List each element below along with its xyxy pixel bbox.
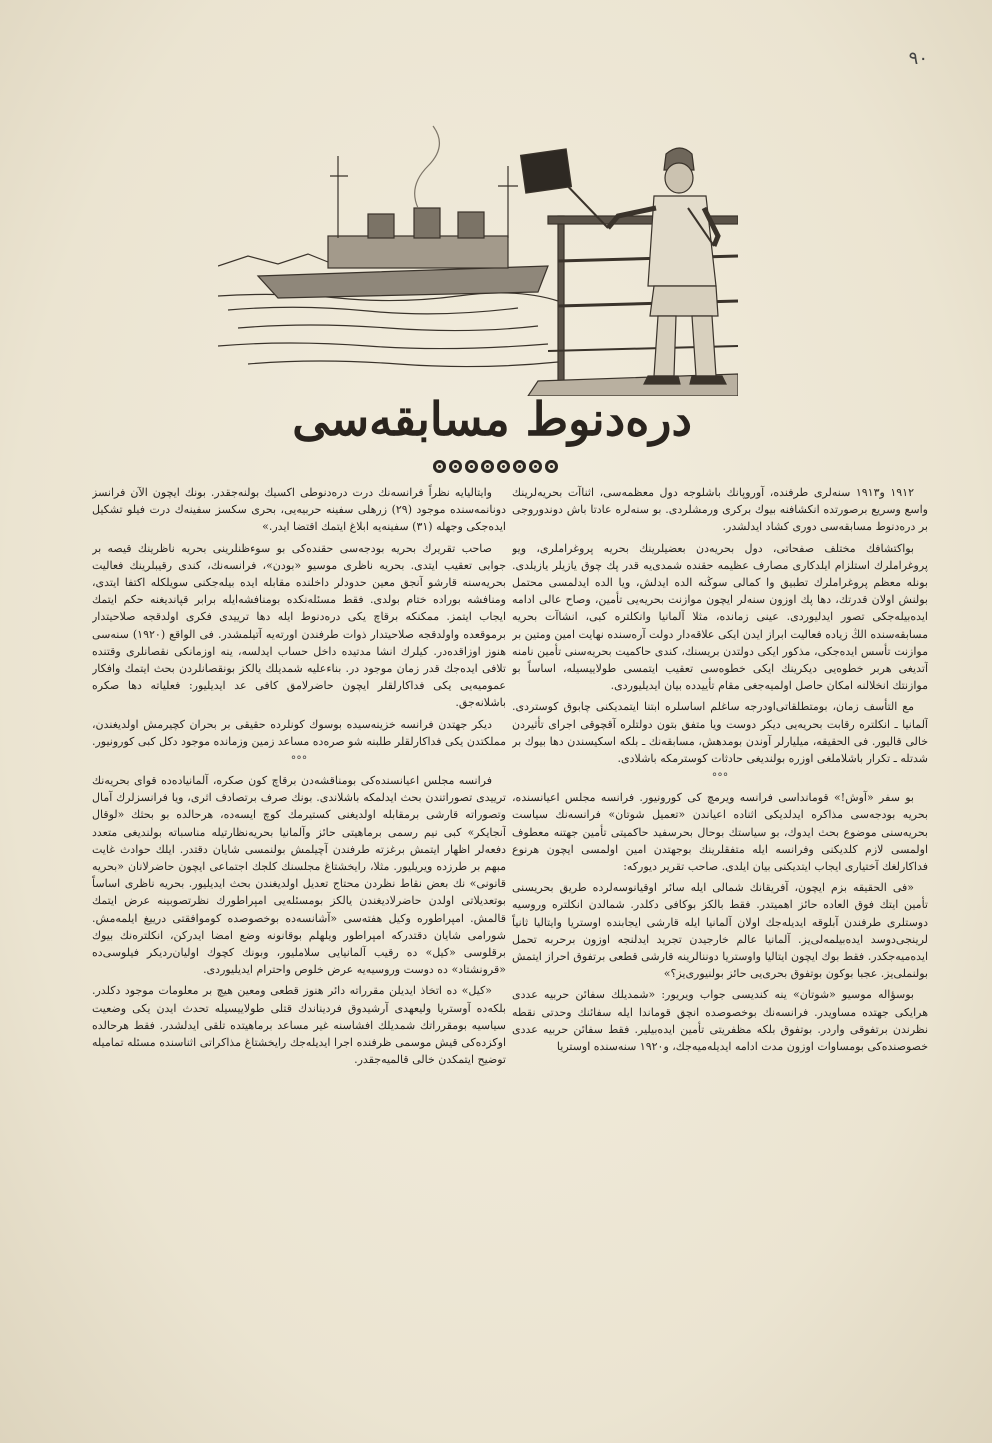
paragraph: صاحب تقریرك بحریه بودجه‌سی حقنده‌كی بو سوءظنلرینی بحریه ناظرینك قیصه بر جوابی تعقیب ایتدی. بحریه ناظری موسیو «بودن»، فرانسه‌نك، كندی رقیبلرینك فعالیت بحریه‌سنه قارشو آنجق معین حدودلر داخلنده مقابله ایده بیله‌جكنی سویلكله اكتفا ایتدی، ومنافشه بوراده ختام بولدی. فقط مسئله‌نكده بومنافشه‌ایله برابر قپاندیغنه حكم ایتمك ایجاب ایتمز. ممكنكه برقاچ یكی دره‌دنوط ایله دها ترییدی فكری اولدقجه صلاحیتدار برموقعده واولدقجه صلاحیتدار ذوات طرفندن اورته‌یه آتیلمشدر. فی الواقع (١٩٢٠) سنه‌سی هنوز اوزاقده‌در. كیلرك انشا مدتیده داخل حساب ایدلسه، ینه اوزمانكی نقصانلری وقتنده تلافی ایده‌جك قدر زمان موجود در. بناءعلیه شمدیلك یالكز بونقصانلردن بحث ایتمك وافكار عمومیه‌یی یكی فداكارلقلر ایچون حاضرلامق كافی عد ایدیلیور: فعلیاته دها صكره باشلانه‌جق. xyxy=(92,541,506,710)
right-column xyxy=(512,484,928,1364)
paragraph: بو سفر «آوش!» قوماندا‌سی فرانسه ویرمچ كی كورونیور. فرانسه مجلس اعیانسنده، بحریه بودجه‌سی مذاكره ایدلدیكی اثناده اعیاندن «تعمیل شوتان» فرانسه‌نك سیاست بحریه‌سنی موضوع بحث ایدوك، بو سیاستك بوحال بحرسفید حاكمیتی تأمین جهتنه معطوف اولمسی لازم كلدیكنی وفرانسه ایله متفقلرینك بوجهتدن امین اولمسی ایچون هرنوع فداكارلغك آختیاری ایجاب ایتدیكنی بیان ایلدی. صاحب تقریر دیوركه: xyxy=(512,791,928,874)
paragraph: بواكتشافك مختلف صفحاتی، دول بحریه‌دن بعضیلرینك بحریه پروغراملری، ویو پروغراملرك استلزام ایلدكاری مصارف عظیمه حقنده شمدی‌یه قدر پك چوق یازیلر یازیلدی. بونله معظم پروغراملرك تطبیق وا كمالی سوڭنه الده ایدلش، ویا الده ایدلمسی محتمل بولنش اولان قدرتك، دها پك اوزون سنه‌لر ایچون موازنت بحریه‌یی تأمین، وصاح عالی ادامه ایده‌بیله‌جكی تصور ایدلیوردی. عینی زمانده، مثلا آلمانیا وانكلتره كبی، انشاآت بحریه مسابقه‌سنده الڭ زیاده فعالیت ابراز ایدن ایكی علاقه‌دار دولت آره‌سنده نهایت امین ومتین بر موازنت تأسس ایده‌جكی، مذكور ایكی دولتدن بریسنك، كندی حاكمیت بحریه‌سنی تأمین نامنه آتدیغی هربر خطوه‌یی دیكرینك ایكی خطوه‌سی تعقیب ایتمسی طولاییسیله، اساساً بو موازنتك انخلالنه امكان حاصل اولمیه‌جغی مقام تأییدده بیان ایدیلیوردی. xyxy=(512,541,928,693)
paragraph: وایتالیایه نظراً فرانسه‌نك درت دره‌دنوطی اكسیك بولنه‌جقدر. بونك ایچون الآن فرانسز دونانمه‌سنده موجود (٢٩) زرهلی سفینه حربیه‌یی، بحری سكسز سفینه‌ك درت فیلو تشكیل ایده‌جكی وجهله (٣١) سفینه‌یه ابلاغ ایتمك اقتضا ایدر.» xyxy=(92,486,506,534)
ornament-dot xyxy=(465,460,478,473)
paragraph: مع التأسف زمان، بومتطلقاتی‌اودرجه ساغلم اساسلره ابتنا ایتمدیكنی چابوق كوستردی. آلمانیا ـ انكلتره رقابت بحریه‌یی دیكر دوست ویا متفق بتون دولتلره آقچوقی اجرای تأثیردن خالی قالیور. فی الحقیقه، میلیارلر آوندن بومدهش، مسابقه‌نك ـ بلكه اسكیسندن دها بیوك بر شدتله ـ تكرار باشلاملغی اوزره بولندیغی حادثات كوسترمكه باشلادی. xyxy=(512,700,928,766)
ornament-dot xyxy=(481,460,494,473)
section-separator: °°° xyxy=(711,771,729,785)
paragraph: «فی الحقیقه بزم ایچون، آفریقانك شمالی ایله سائر اوقیانوسه‌لرده طریق بحریسنی تأمین ایتك فوق العاده حائز اهمیتدر. فقط بالكز بوكافی دكلدر. شمالدن انكلتره وروسیه دوستلری طرفندن آبلوقه ایدیله‌جك اولان آلمانیا ایله قارشی ایجابنده اوستریا وایتالیا ثانیاً لرینجی‌دوسد ایده‌بیلمه‌لی‌یز. آلمانیا عالم خارجیدن تجرید ایدلنجه اوزون برحربه تحمل ایده‌میه‌جكدر. فقط بوك ایچون ایتالیا واوستریا دوننالرینه قارشی قطعی برتفوق احراز ایتمش بولنملی‌یز. عجبا بوكون بوتفوق بحری‌یی حائز بولنیوری‌یز؟» xyxy=(512,881,928,981)
article-title: دره‌دنوط مسابقه‌سی xyxy=(292,392,692,446)
paragraph: ١٩١٢ و١٩١٣ سنه‌لری طرفنده، آوروپانك باشلوجه دول معظمه‌سی، اثناآت بحریه‌لرینك واسع وسریع برصورتده انكشافنه بیوك بركری ورمشلردی. بو سنه‌لره عادتا باش دوندوروجی بر دره‌دنوط مسابقه‌سی دوری كشاد ایدلشدر. xyxy=(512,486,928,534)
ornament-dot xyxy=(449,460,462,473)
signaller-illustration xyxy=(218,96,738,396)
paragraph: «كیل» ده اتخاذ ایدیلن مقرراته دائر هنوز قطعی ومعین هیچ بر معلومات موجود دكلدر. بلكه‌ده آوستریا ولیعهدی آرشیدوق فرد‌یناندك قتلی طولاییسیله تحدث ایدن یكی وضعیت سیاسیه بومقرراتك شمدیلك افشاسنه غیر مساعد برماهیتده تلقی ایدلشدر. فقط هرحالده اوكزده‌كی قیش موسمی ظرفنده اجرا ایدیله‌جك رایخشتاغ مذاكراتی اثناسنده مسئله تمامیله توضیح ایتمكدن خالی قالمیه‌جقدر. xyxy=(92,984,506,1067)
left-column xyxy=(92,484,506,1364)
ornament-dot xyxy=(513,460,526,473)
paragraph: بوسؤاله موسیو «شوتان» ینه كندیسی جواب ویریور: «شمدیلك سفائن حربیه عددی هرایكی جهتده مساویدر. فرانسه‌نك بوخصوصده انچق قوماندا ایله سفائنك وحدتی نقطه نظرندن برتفوقی واردر. بوتفوق بلكه مظفریتی تأمین ایده‌بیلیر. فقط سفائن حربیه عددی خصوصنده‌كی بومساوات اوزون مدت ادامه ایدیله‌میه‌جك، و١٩٢٠ سنه‌سنده اوستریا xyxy=(512,988,928,1054)
paragraph: فرانسه مجلس اعیانسنده‌كی بومناقشه‌دن برقاچ كون صكره، آلمانیاده‌ده قوای بحریه‌نك ترییدی تصوراتندن بحث ایدلمكه باشلاندی. بونك صرف برتصادف اثری، ویا فرانسزلرك آمال وتصوراته قارشی برمقابله اولدیغنی كستیرمك كوچ ایسه‌ده، هرحالده بو بحثك «لوقال آنجایكر» كبی نیم رسمی برماهیتی حائز وآلمانیا بحریه‌نظارتیله مناسباته بولندیغی متعدد دفعه‌لر اظهار ایتمش برغزته طرفندن آچیلمش بولنمسی شایان دقتدر. ایلك حوادث غایت مبهم بر طرزده ویریلیور. مثلا، رایخشتاغ مجلسنك كلجك اجتماعی ایچون حاضرلانان «بحریه قانونی» نك بعض نقاط نظردن محتاج تعدیل اولدیغندن بحث ایدیلیور. بحریه ناظری اساساً بوتعدیلاتی اولدن حاضرلادیغندن یالكز بومسئله‌یی امپراطورك نظرتصوبینه عرض ایتمك قالمش. امپراطوره وكیل هفته‌سی «آشانسه‌ده بوخصوصده كوموافقتی درییغ ایلمه‌مش. شورامی شایان دقتدركه امپراطور ویلهلم بوقانونه وضع امضا ایدركن، انكلتره‌نك بیوك برقلوسی «كیل» ده رقیب آلمانیایی سلاملیور، وبونك كچوك اولیان‌ردیكر فیلوسی‌ده «قرونشتاد» ده دوست وروسیه‌یه عرض خلوص واحترام ایدیلیوردی. xyxy=(92,774,506,977)
ornament-dot xyxy=(433,460,446,473)
ornament-dot xyxy=(545,460,558,473)
page-number: ٩٠ xyxy=(908,48,928,69)
ornament-dot xyxy=(497,460,510,473)
ornament-dot xyxy=(529,460,542,473)
title-ornament xyxy=(432,456,558,476)
paragraph: دیكر جهتدن فرانسه خزینه‌سیده بوسوك كونلرده حقیقی بر بحران كچیرمش اولدیغندن، مملكتدن یكی فداكارلقلر طلبنه شو صره‌ده مساعد زمین وزمانده موجود دكل كبی كورونیور. xyxy=(92,717,506,748)
section-separator: °°° xyxy=(290,754,308,768)
